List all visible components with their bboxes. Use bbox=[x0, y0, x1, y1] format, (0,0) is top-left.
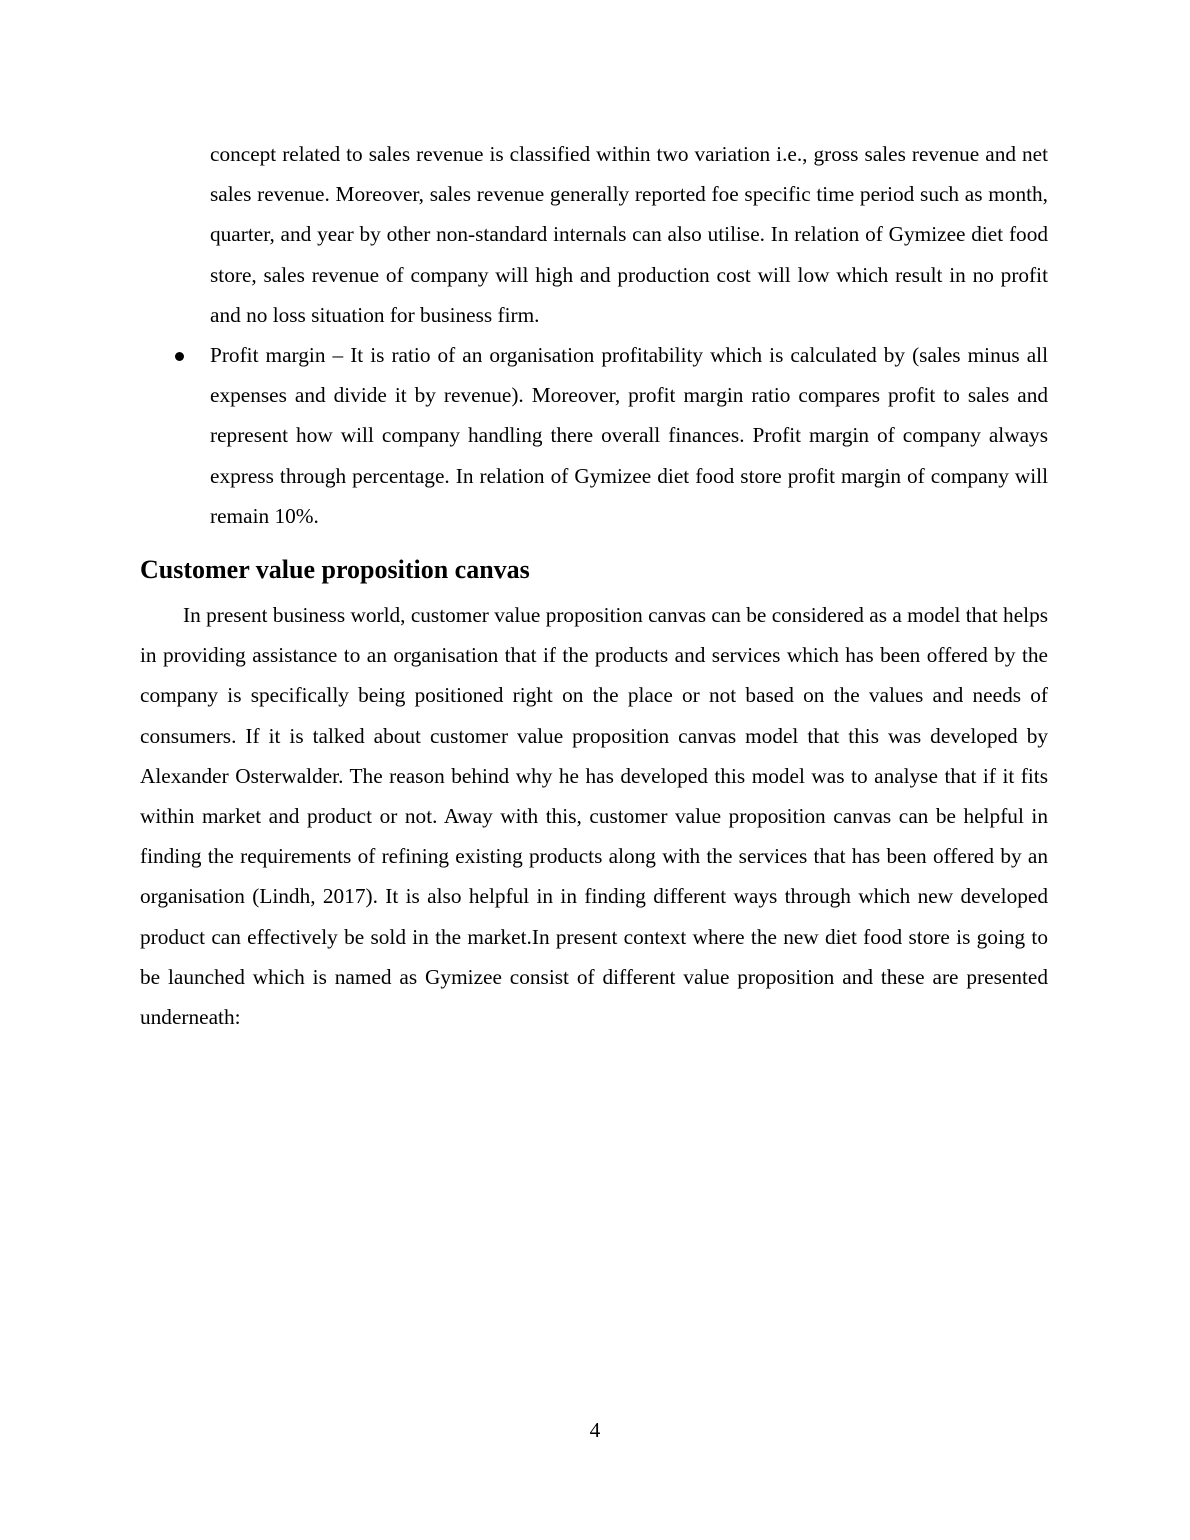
continuation-paragraph: concept related to sales revenue is classified within two variation i.e., gross sales revenue and net sales revenue. Moreover, sales revenue generally reported foe specific time period such as month, quarter, and year by other non-standard internals can also utilise. In relation of Gymizee diet food store, sales revenue of company will high and production cost will low which result in no profit and no loss situation for business firm. bbox=[210, 142, 1048, 327]
page-number: 4 bbox=[589, 1418, 601, 1442]
section-heading: Customer value proposition canvas bbox=[140, 555, 530, 584]
bullet-text-profit-margin: Profit margin – It is ratio of an organisation profitability which is calculated by (sales minus all expenses and divide it by revenue). Moreover, profit margin ratio compares profit to sales and represent how will company handling there overall finances. Profit margin of company always express through percentage. In relation of Gymizee diet food store profit margin of company will remain 10%. bbox=[210, 343, 1048, 528]
section-body-paragraph: In present business world, customer value proposition canvas can be considered as a model that helps in providing assistance to an organisation that if the products and services which has been offered by the company is specifically being positioned right on the place or not based on the values and needs of consumers. If it is talked about customer value proposition canvas model that this was developed by Alexander Osterwalder. The reason behind why he has developed this model was to analyse that if it fits within market and product or not. Away with this, customer value proposition canvas can be helpful in finding the requirements of refining existing products along with the services that has been offered by an organisation (Lindh, 2017). It is also helpful in in finding different ways through which new developed product can effectively be sold in the market.In present context where the new diet food store is going to be launched which is named as Gymizee consist of different value proposition and these are presented underneath: bbox=[140, 603, 1048, 1030]
